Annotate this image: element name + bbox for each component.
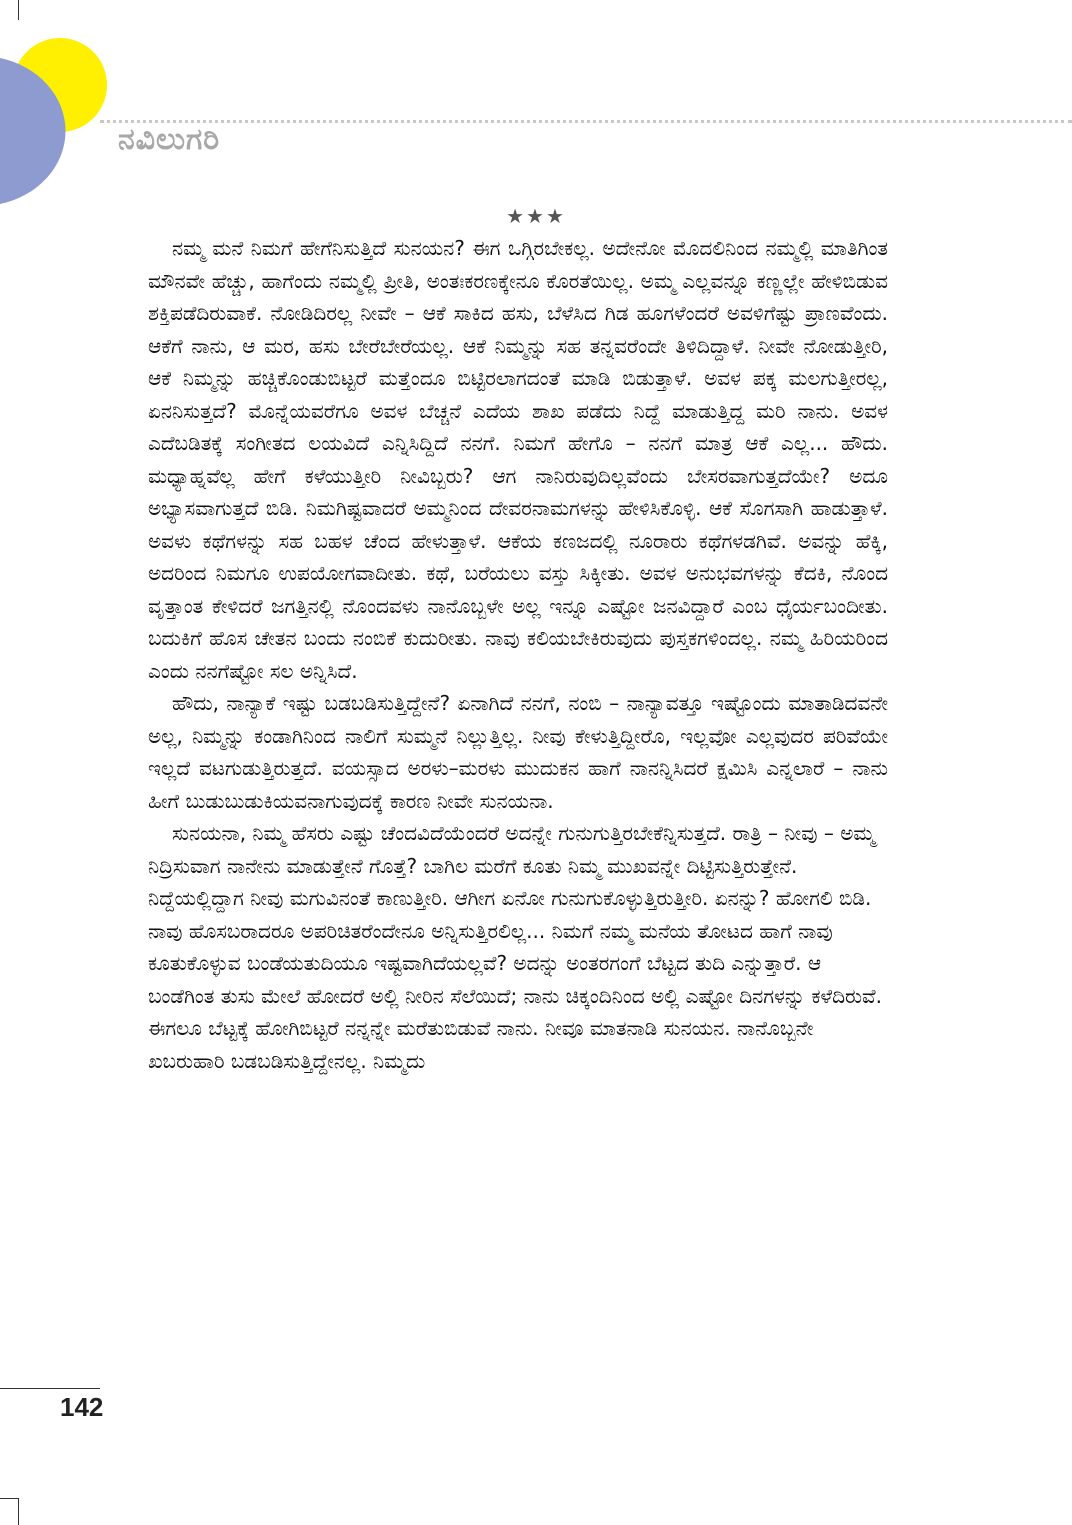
footer-rule: [0, 1388, 100, 1389]
paragraph: ಸುನಯನಾ, ನಿಮ್ಮ ಹೆಸರು ಎಷ್ಟು ಚೆಂದವಿದೆಯೆಂದರೆ ಅದನ್ನೇ ಗುನುಗುತ್ತಿರಬೇಕೆನ್ನಿಸುತ್ತದೆ. ರಾತ್ರಿ – ನೀವು – ಅಮ್ಮ ನಿದ್ರಿಸುವಾಗ ನಾನೇನು ಮಾಡುತ್ತೇನೆ ಗೊತ್ತೆ? ಬಾಗಿಲ ಮರೆಗೆ ಕೂತು ನಿಮ್ಮ ಮುಖವನ್ನೇ ದಿಟ್ಟಿಸುತ್ತಿರುತ್ತೇನೆ. ನಿದ್ದೆಯಲ್ಲಿದ್ದಾಗ ನೀವು ಮಗುವಿನಂತೆ ಕಾಣುತ್ತೀರಿ. ಆಗೀಗ ಏನೋ ಗುನುಗುಕೊಳ್ಳುತ್ತಿರುತ್ತೀರಿ. ಏನನ್ನು? ಹೋಗಲಿ ಬಿಡಿ. ನಾವು ಹೊಸಬರಾದರೂ ಅಪರಿಚಿತರೆಂದೇನೂ ಅನ್ನಿಸುತ್ತಿರಲಿಲ್ಲ... ನಿಮಗೆ ನಮ್ಮ ಮನೆಯ ತೋಟದ ಹಾಗೆ ನಾವು ಕೂತುಕೊಳ್ಳುವ ಬಂಡೆಯತುದಿಯೂ ಇಷ್ಟವಾಗಿದೆಯಲ್ಲವೆ? ಅದನ್ನು ಅಂತರಗಂಗೆ ಬೆಟ್ಟದ ತುದಿ ಎನ್ನುತ್ತಾರೆ. ಆ ಬಂಡೆಗಿಂತ ತುಸು ಮೇಲೆ ಹೋದರೆ ಅಲ್ಲಿ ನೀರಿನ ಸೆಲೆಯಿದೆ; ನಾನು ಚಿಕ್ಕಂದಿನಿಂದ ಅಲ್ಲಿ ಎಷ್ಟೋ ದಿನಗಳನ್ನು ಕಳೆದಿರುವೆ. ಈಗಲೂ ಬೆಟ್ಟಕ್ಕೆ ಹೋಗಿಬಿಟ್ಟರೆ ನನ್ನನ್ನೇ ಮರೆತುಬಿಡುವೆ ನಾನು. ನೀವೂ ಮಾತನಾಡಿ ಸುನಯನ. ನಾನೊಬ್ಬನೇ ಖಬರುಹಾರಿ ಬಡಬಡಿಸುತ್ತಿದ್ದೇನಲ್ಲ. ನಿಮ್ಮದು: [148, 821, 882, 1073]
paragraph: ನಮ್ಮ ಮನೆ ನಿಮಗೆ ಹೇಗೆನಿಸುತ್ತಿದೆ ಸುನಯನ? ಈಗ ಒಗ್ಗಿರಬೇಕಲ್ಲ. ಅದೇನೋ ಮೊದಲಿನಿಂದ ನಮ್ಮಲ್ಲಿ ಮಾತಿಗಿಂತ ಮೌನವೇ ಹೆಚ್ಚು, ಹಾಗೆಂದು ನಮ್ಮಲ್ಲಿ ಪ್ರೀತಿ, ಅಂತಃಕರಣಕ್ಕೇನೂ ಕೊರತೆಯಿಲ್ಲ. ಅಮ್ಮ ಎಲ್ಲವನ್ನೂ ಕಣ್ಣಲ್ಲೇ ಹೇಳಿಬಿಡುವ ಶಕ್ತಿಪಡೆದಿರುವಾಕೆ. ನೋಡಿದಿರಲ್ಲ ನೀವೇ – ಆಕೆ ಸಾಕಿದ ಹಸು, ಬೆಳೆಸಿದ ಗಿಡ ಹೂಗಳೆಂದರೆ ಅವಳಿಗೆಷ್ಟು ಪ್ರಾಣವೆಂದು. ಆಕೆಗೆ ನಾನು, ಆ ಮರ, ಹಸು ಬೇರೆಬೇರೆಯಲ್ಲ. ಆಕೆ ನಿಮ್ಮನ್ನು ಸಹ ತನ್ನವರೆಂದೇ ತಿಳಿದಿದ್ದಾಳೆ. ನೀವೇ ನೋಡುತ್ತೀರಿ, ಆಕೆ ನಿಮ್ಮನ್ನು ಹಚ್ಚಿಕೊಂಡುಬಿಟ್ಟರೆ ಮತ್ತೆಂದೂ ಬಿಟ್ಟಿರಲಾಗದಂತೆ ಮಾಡಿ ಬಿಡುತ್ತಾಳೆ. ಅವಳ ಪಕ್ಕ ಮಲಗುತ್ತೀರಲ್ಲ, ಏನನಿಸುತ್ತದೆ? ಮೊನ್ನೆಯವರೆಗೂ ಅವಳ ಬೆಚ್ಚನೆ ಎದೆಯ ಶಾಖ ಪಡೆದು ನಿದ್ದೆ ಮಾಡುತ್ತಿದ್ದ ಮರಿ ನಾನು. ಅವಳ ಎದೆಬಡಿತಕ್ಕೆ ಸಂಗೀತದ ಲಯವಿದೆ ಎನ್ನಿಸಿದ್ದಿದೆ ನನಗೆ. ನಿಮಗೆ ಹೇಗೊ – ನನಗೆ ಮಾತ್ರ ಆಕೆ ಎಲ್ಲ... ಹೌದು. ಮಧ್ಯಾಹ್ನವೆಲ್ಲ ಹೇಗೆ ಕಳೆಯುತ್ತೀರಿ ನೀವಿಬ್ಬರು? ಆಗ ನಾನಿರುವುದಿಲ್ಲವೆಂದು ಬೇಸರವಾಗುತ್ತದೆಯೇ? ಅದೂ ಅಭ್ಯಾಸವಾಗುತ್ತದೆ ಬಿಡಿ. ನಿಮಗಿಷ್ಟವಾದರೆ ಅಮ್ಮನಿಂದ ದೇವರನಾಮಗಳನ್ನು ಹೇಳಿಸಿಕೊಳ್ಳಿ. ಆಕೆ ಸೊಗಸಾಗಿ ಹಾಡುತ್ತಾಳೆ. ಅವಳು ಕಥೆಗಳನ್ನು ಸಹ ಬಹಳ ಚೆಂದ ಹೇಳುತ್ತಾಳೆ. ಆಕೆಯ ಕಣಜದಲ್ಲಿ ನೂರಾರು ಕಥೆಗಳಡಗಿವೆ. ಅವನ್ನು ಹೆಕ್ಕಿ, ಅದರಿಂದ ನಿಮಗೂ ಉಪಯೋಗವಾದೀತು. ಕಥೆ, ಬರೆಯಲು ವಸ್ತು ಸಿಕ್ಕೀತು. ಅವಳ ಅನುಭವಗಳನ್ನು ಕೆದಕಿ, ನೊಂದ ವೃತ್ತಾಂತ ಕೇಳಿದರೆ ಜಗತ್ತಿನಲ್ಲಿ ನೊಂದವಳು ನಾನೊಬ್ಬಳೇ ಅಲ್ಲ ಇನ್ನೂ ಎಷ್ಟೋ ಜನವಿದ್ದಾರೆ ಎಂಬ ಧೈರ್ಯಬಂದೀತು. ಬದುಕಿಗೆ ಹೊಸ ಚೇತನ ಬಂದು ನಂಬಿಕೆ ಕುದುರೀತು. ನಾವು ಕಲಿಯಬೇಕಿರುವುದು ಪುಸ್ತಕಗಳಿಂದಲ್ಲ. ನಮ್ಮ ಹಿರಿಯರಿಂದ ಎಂದು ನನಗೆಷ್ಟೋ ಸಲ ಅನ್ನಿಸಿದೆ.: [148, 236, 888, 683]
header-dotted-rule: [100, 120, 1072, 123]
paragraph: ಹೌದು, ನಾನ್ಯಾಕೆ ಇಷ್ಟು ಬಡಬಡಿಸುತ್ತಿದ್ದೇನೆ? ಏನಾಗಿದೆ ನನಗೆ, ನಂಬಿ – ನಾನ್ಯಾವತ್ತೂ ಇಷ್ಟೊಂದು ಮಾತಾಡಿದವನೇ ಅಲ್ಲ, ನಿಮ್ಮನ್ನು ಕಂಡಾಗಿನಿಂದ ನಾಲಿಗೆ ಸುಮ್ಮನೆ ನಿಲ್ಲುತ್ತಿಲ್ಲ. ನೀವು ಕೇಳುತ್ತಿದ್ದೀರೊ, ಇಲ್ಲವೋ ಎಲ್ಲವುದರ ಪರಿವೆಯೇ ಇಲ್ಲದೆ ವಟಗುಡುತ್ತಿರುತ್ತದೆ. ವಯಸ್ಸಾದ ಅರಳು–ಮರಳು ಮುದುಕನ ಹಾಗೆ ನಾನನ್ನಿಸಿದರೆ ಕ್ಷಮಿಸಿ ಎನ್ನಲಾರೆ – ನಾನು ಹೀಗೆ ಬುಡುಬುಡುಕಿಯವನಾಗುವುದಕ್ಕೆ ಕಾರಣ ನೀವೇ ಸುನಯನಾ.: [148, 691, 888, 813]
corner-decoration: [0, 0, 130, 220]
page-number: 142: [60, 1392, 104, 1422]
running-title: ನವಿಲುಗರಿ: [118, 122, 221, 157]
body-text: [148, 232, 888, 1077]
crop-mark-bottom-vertical: [18, 1498, 19, 1525]
section-separator: ★★★: [506, 204, 566, 228]
crop-mark-bottom-horizontal: [0, 1498, 18, 1499]
